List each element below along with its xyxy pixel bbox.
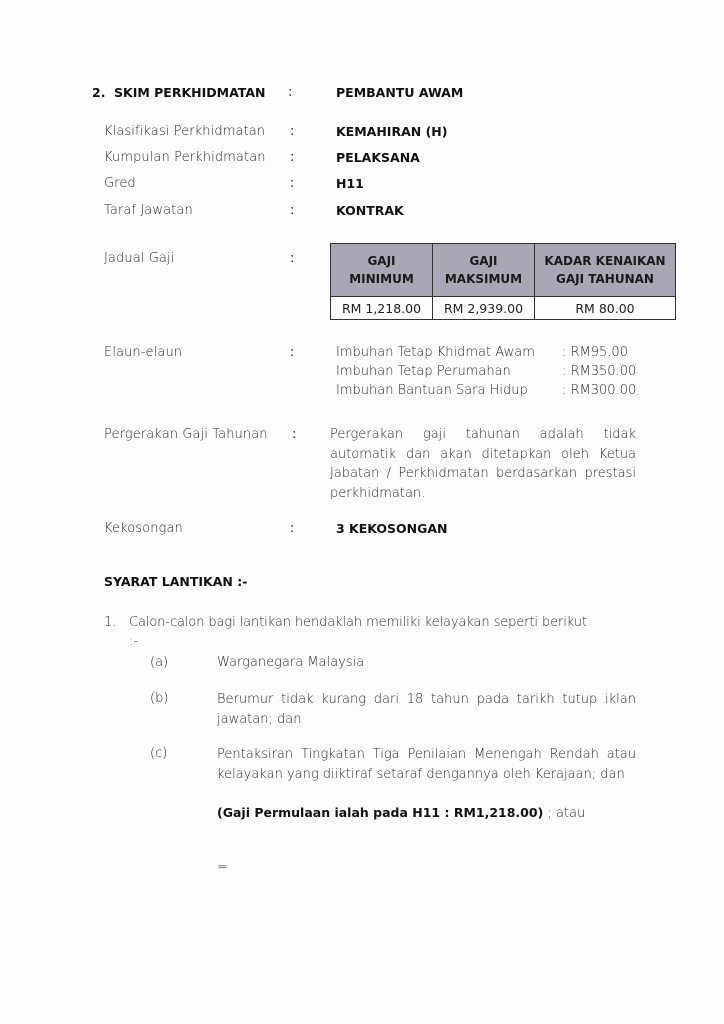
colon: : bbox=[290, 124, 295, 139]
allowance-amount: : RM350.00 bbox=[562, 364, 637, 379]
section-title: SKIM PERKHIDMATAN bbox=[114, 85, 266, 100]
cell-kadar-kenaikan: RM 80.00 bbox=[535, 297, 676, 320]
requirement-text: Warganegara Malaysia bbox=[217, 655, 365, 670]
starting-salary-suffix: ; atau bbox=[543, 806, 586, 821]
requirement-text: Pentaksiran Tingkatan Tiga Penilaian Menengah Rendah atau kelayakan yang diiktiraf setaraf dengannya oleh Kerajaan; dan bbox=[217, 747, 636, 782]
header-gaji-minimum: GAJI MINIMUM bbox=[331, 244, 433, 297]
colon: : bbox=[288, 85, 293, 100]
gred-value: H11 bbox=[336, 176, 364, 191]
starting-salary-line bbox=[217, 805, 585, 821]
colon: : bbox=[290, 251, 295, 266]
elaun-label: Elaun-elaun bbox=[104, 345, 183, 360]
gred-label: Gred bbox=[104, 176, 136, 191]
klasifikasi-value: KEMAHIRAN (H) bbox=[336, 124, 448, 139]
header-kadar-kenaikan: KADAR KENAIKAN GAJI TAHUNAN bbox=[535, 244, 676, 297]
colon: : bbox=[290, 521, 295, 536]
pergerakan-label: Pergerakan Gaji Tahunan bbox=[104, 427, 268, 442]
colon: : bbox=[292, 427, 297, 442]
allowance-name: Imbuhan Tetap Perumahan bbox=[336, 364, 511, 379]
kekosongan-label: Kekosongan bbox=[104, 521, 183, 536]
salary-table bbox=[330, 243, 676, 320]
allowance-name: Imbuhan Tetap Khidmat Awam bbox=[336, 345, 535, 360]
cell-gaji-minimum: RM 1,218.00 bbox=[331, 297, 433, 320]
syarat-intro-colon: :- bbox=[129, 634, 139, 649]
syarat-intro: Calon-calon bagi lantikan hendaklah memiliki kelayakan seperti berikut bbox=[129, 615, 587, 630]
requirement-marker: (c) bbox=[150, 746, 168, 761]
requirement-text: Berumur tidak kurang dari 18 tahun pada tarikh tutup iklan jawatan; dan bbox=[217, 692, 636, 727]
syarat-heading: SYARAT LANTIKAN :- bbox=[104, 574, 248, 589]
kumpulan-value: PELAKSANA bbox=[336, 150, 420, 165]
jadual-label: Jadual Gaji bbox=[104, 251, 175, 266]
taraf-label: Taraf Jawatan bbox=[104, 203, 193, 218]
syarat-item-number: 1. bbox=[104, 615, 117, 630]
colon: : bbox=[290, 345, 295, 360]
requirement-marker: (b) bbox=[150, 691, 169, 706]
header-gaji-maksimum: GAJI MAKSIMUM bbox=[433, 244, 535, 297]
colon: : bbox=[290, 176, 295, 191]
kumpulan-label: Kumpulan Perkhidmatan bbox=[104, 150, 266, 165]
klasifikasi-label: Klasifikasi Perkhidmatan bbox=[104, 124, 266, 139]
colon: : bbox=[290, 203, 295, 218]
equals-mark: = bbox=[217, 860, 228, 875]
allowance-amount: : RM300.00 bbox=[562, 383, 637, 398]
pergerakan-text: Pergerakan gaji tahunan adalah tidak automatik dan akan ditetapkan oleh Ketua Jabatan / Perkhidmatan berdasarkan prestasi perkhidmatan. bbox=[330, 427, 636, 501]
cell-gaji-maksimum: RM 2,939.00 bbox=[433, 297, 535, 320]
allowance-amount: : RM95.00 bbox=[562, 345, 628, 360]
starting-salary-bold: (Gaji Permulaan ialah pada H11 : RM1,218.00) bbox=[217, 805, 544, 820]
colon: : bbox=[290, 150, 295, 165]
salary-table-header-row bbox=[331, 244, 676, 297]
requirement-marker: (a) bbox=[150, 655, 169, 670]
section-number: 2. bbox=[92, 85, 106, 100]
allowance-name: Imbuhan Bantuan Sara Hidup bbox=[336, 383, 528, 398]
salary-table-row bbox=[331, 297, 676, 320]
section-value: PEMBANTU AWAM bbox=[336, 85, 464, 100]
taraf-value: KONTRAK bbox=[336, 203, 404, 218]
kekosongan-value: 3 KEKOSONGAN bbox=[336, 521, 448, 536]
